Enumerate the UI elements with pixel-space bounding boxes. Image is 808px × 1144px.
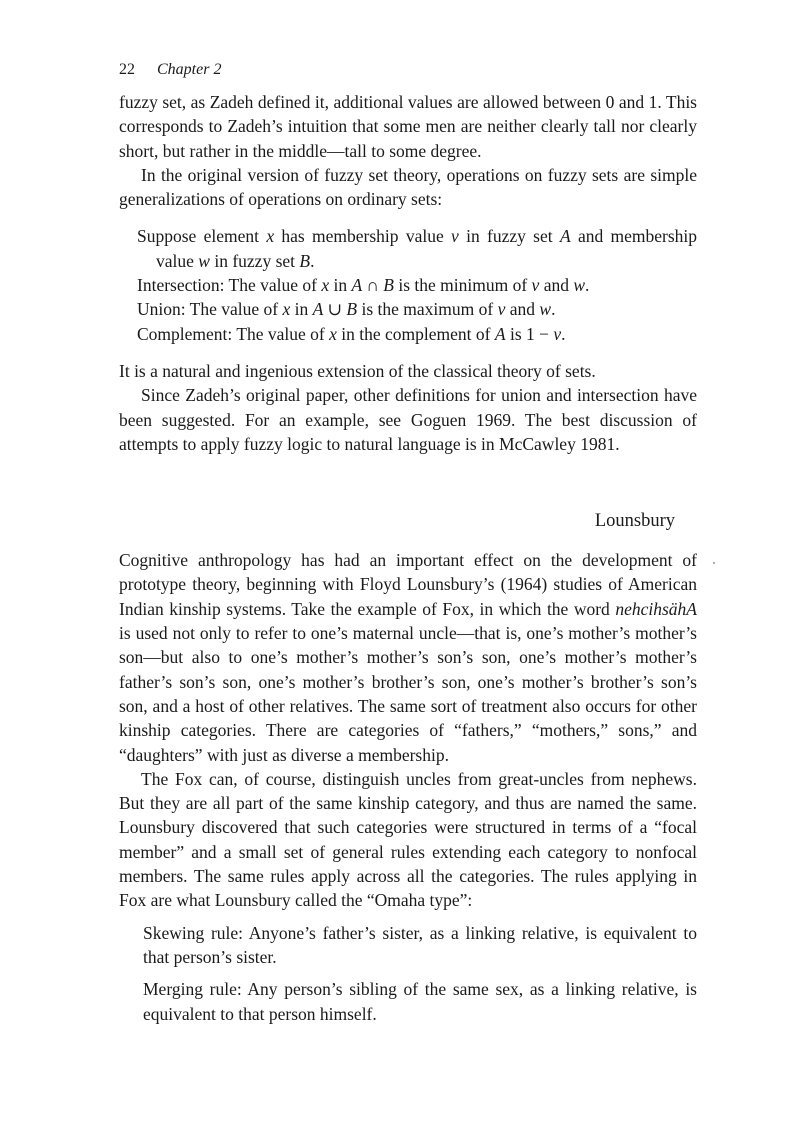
paragraph-operations: In the original version of fuzzy set theory, operations on fuzzy sets are simple generalizations of operations on ordinary sets: — [119, 164, 697, 210]
fox-word: nehcihsähA — [615, 598, 697, 619]
fuzzy-operations-definitions — [137, 224, 697, 345]
paragraph-cognitive-anthropology: Cognitive anthropology has had an important effect on the development of prototype theory, beginning with Floyd Lounsbury’s (1964) studies of American Indian kinship systems. Take the example of Fox, in which the word nehcihsähA is used not only to refer to one’s maternal uncle—that is, one’s mother’s mother’s son—but also to one’s mother’s mother’s son’s son, one’s mother’s mother’s father’s son’s son, one’s mother’s brother’s son, one’s mother’s brother’s son’s son, and a host of other relatives. The same sort of treatment also occurs for other kinship categories. There are categories of “fathers,” “mothers,” sons,” and “daughters” with just as diverse a membership. — [119, 550, 697, 765]
merging-rule: Merging rule: Any person’s sibling of the same sex, as a linking relative, is equivalent to that person himself. — [143, 979, 697, 1024]
paragraph-other-definitions: Since Zadeh’s original paper, other definitions for union and intersection have been suggested. For an example, see Goguen 1969. The best discussion of attempts to apply fuzzy logic to natural language is in McCawley 1981. — [119, 385, 697, 454]
definition-complement: Complement: The value of x in the complement of A is 1 − v. — [137, 323, 566, 344]
page-number: 22 — [119, 61, 135, 78]
paragraph-fox-categories: The Fox can, of course, distinguish uncles from great-uncles from nephews. But they are all part of the same kinship category, and thus are named the same. Lounsbury discovered that such categories were structured in terms of a “focal member” and a small set of general rules extending each category to nonfocal members. The same rules apply across all the categories. The rules applying in Fox are what Lounsbury called the “Omaha type”: — [119, 768, 697, 911]
skewing-rule: Skewing rule: Anyone’s father’s sister, as a linking relative, is equivalent to that person’s sister. — [143, 922, 697, 967]
section-heading: Lounsbury — [594, 511, 675, 532]
paragraph-fuzzy-set: fuzzy set, as Zadeh defined it, additional values are allowed between 0 and 1. This corresponds to Zadeh’s intuition that some men are neither clearly tall nor clearly short, but rather in the middle—tall to some degree. — [119, 92, 697, 161]
definition-intersection: Intersection: The value of x in A ∩ B is the minimum of v and w. — [137, 275, 590, 296]
chapter-title: Chapter 2 — [157, 61, 222, 78]
paragraph-extension: It is a natural and ingenious extension of the classical theory of sets. — [119, 360, 596, 381]
definition-union: Union: The value of x in A ∪ B is the maximum of v and w. — [137, 299, 556, 320]
book-page — [119, 58, 697, 1034]
running-head — [119, 58, 697, 82]
margin-speck — [713, 562, 715, 564]
omaha-rules — [143, 921, 697, 1026]
definition-suppose: Suppose element x has membership value v in fuzzy set A and membership value w in fuzzy set B. — [137, 226, 698, 271]
